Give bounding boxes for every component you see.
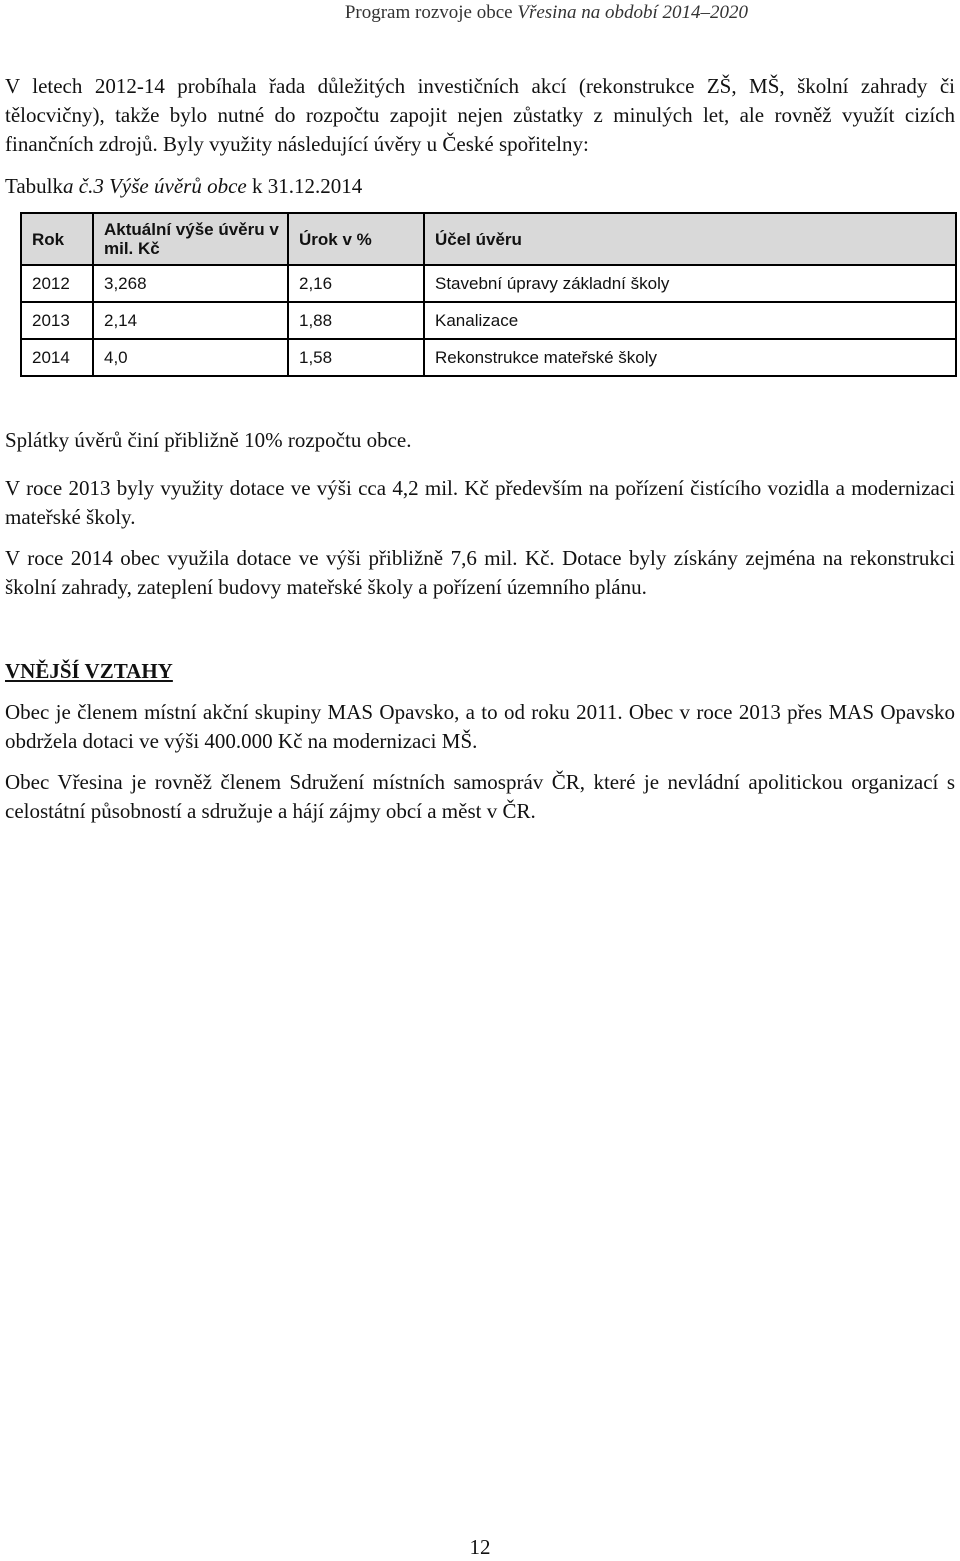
header-prefix: Program rozvoje obce bbox=[344, 2, 518, 23]
header-title: Vřesina na období 2014–2020 bbox=[517, 2, 748, 23]
table-caption bbox=[5, 172, 362, 201]
cell-year: 2012 bbox=[21, 265, 93, 302]
table-header-row bbox=[21, 213, 956, 265]
caption-date: k 31.12.2014 bbox=[246, 174, 363, 198]
column-header-year: Rok bbox=[21, 213, 93, 265]
table-row bbox=[21, 265, 956, 302]
caption-label-italic: a č. bbox=[63, 174, 94, 198]
caption-title: Výše úvěrů obce bbox=[109, 174, 247, 198]
table-row bbox=[21, 339, 956, 376]
intro-paragraph: V letech 2012-14 probíhala řada důležitých investičních akcí (rekonstrukce ZŠ, MŠ, školní zahrady či tělocvičny), takže bylo nutné do rozpočtu zapojit nejen zůstatky z minulých let, ale rovněž využít cizích finančních zdrojů. Byly využity následující úvěry u České spořitelny: bbox=[5, 74, 955, 156]
column-header-amount: Aktuální výše úvěru v mil. Kč bbox=[93, 213, 288, 265]
table-row bbox=[21, 302, 956, 339]
smo-paragraph: Obec Vřesina je rovněž členem Sdružení místních samospráv ČR, které je nevládní apolitickou organizací s celostátní působností a sdružuje a hájí zájmy obcí a měst v ČR. bbox=[5, 770, 955, 823]
column-header-interest: Úrok v % bbox=[288, 213, 424, 265]
subsidy-2014-paragraph: V roce 2014 obec využila dotace ve výši přibližně 7,6 mil. Kč. Dotace byly získány zejména na rekonstrukci školní zahrady, zateplení budovy mateřské školy a pořízení územního plánu. bbox=[5, 546, 955, 599]
cell-year: 2013 bbox=[21, 302, 93, 339]
mas-paragraph: Obec je členem místní akční skupiny MAS Opavsko, a to od roku 2011. Obec v roce 2013 přes MAS Opavsko obdržela dotaci ve výši 400.000 Kč na modernizaci MŠ. bbox=[5, 700, 955, 753]
section-heading: VNĚJŠÍ VZTAHY bbox=[5, 659, 173, 683]
cell-purpose: Rekonstrukce mateřské školy bbox=[424, 339, 956, 376]
cell-amount: 4,0 bbox=[93, 339, 288, 376]
loan-table bbox=[20, 212, 957, 377]
cell-interest: 2,16 bbox=[288, 265, 424, 302]
cell-interest: 1,58 bbox=[288, 339, 424, 376]
cell-purpose: Kanalizace bbox=[424, 302, 956, 339]
repayment-paragraph: Splátky úvěrů činí přibližně 10% rozpočtu obce. bbox=[5, 428, 412, 452]
cell-purpose: Stavební úpravy základní školy bbox=[424, 265, 956, 302]
page-number: 12 bbox=[469, 1535, 491, 1559]
cell-year: 2014 bbox=[21, 339, 93, 376]
caption-label: Tabulk bbox=[5, 174, 64, 198]
cell-amount: 3,268 bbox=[93, 265, 288, 302]
column-header-purpose: Účel úvěru bbox=[424, 213, 956, 265]
cell-interest: 1,88 bbox=[288, 302, 424, 339]
subsidy-2013-paragraph: V roce 2013 byly využity dotace ve výši cca 4,2 mil. Kč především na pořízení čistícího vozidla a modernizaci mateřské školy. bbox=[5, 476, 955, 529]
cell-amount: 2,14 bbox=[93, 302, 288, 339]
caption-number: 3 bbox=[93, 174, 110, 198]
running-header bbox=[345, 2, 748, 24]
